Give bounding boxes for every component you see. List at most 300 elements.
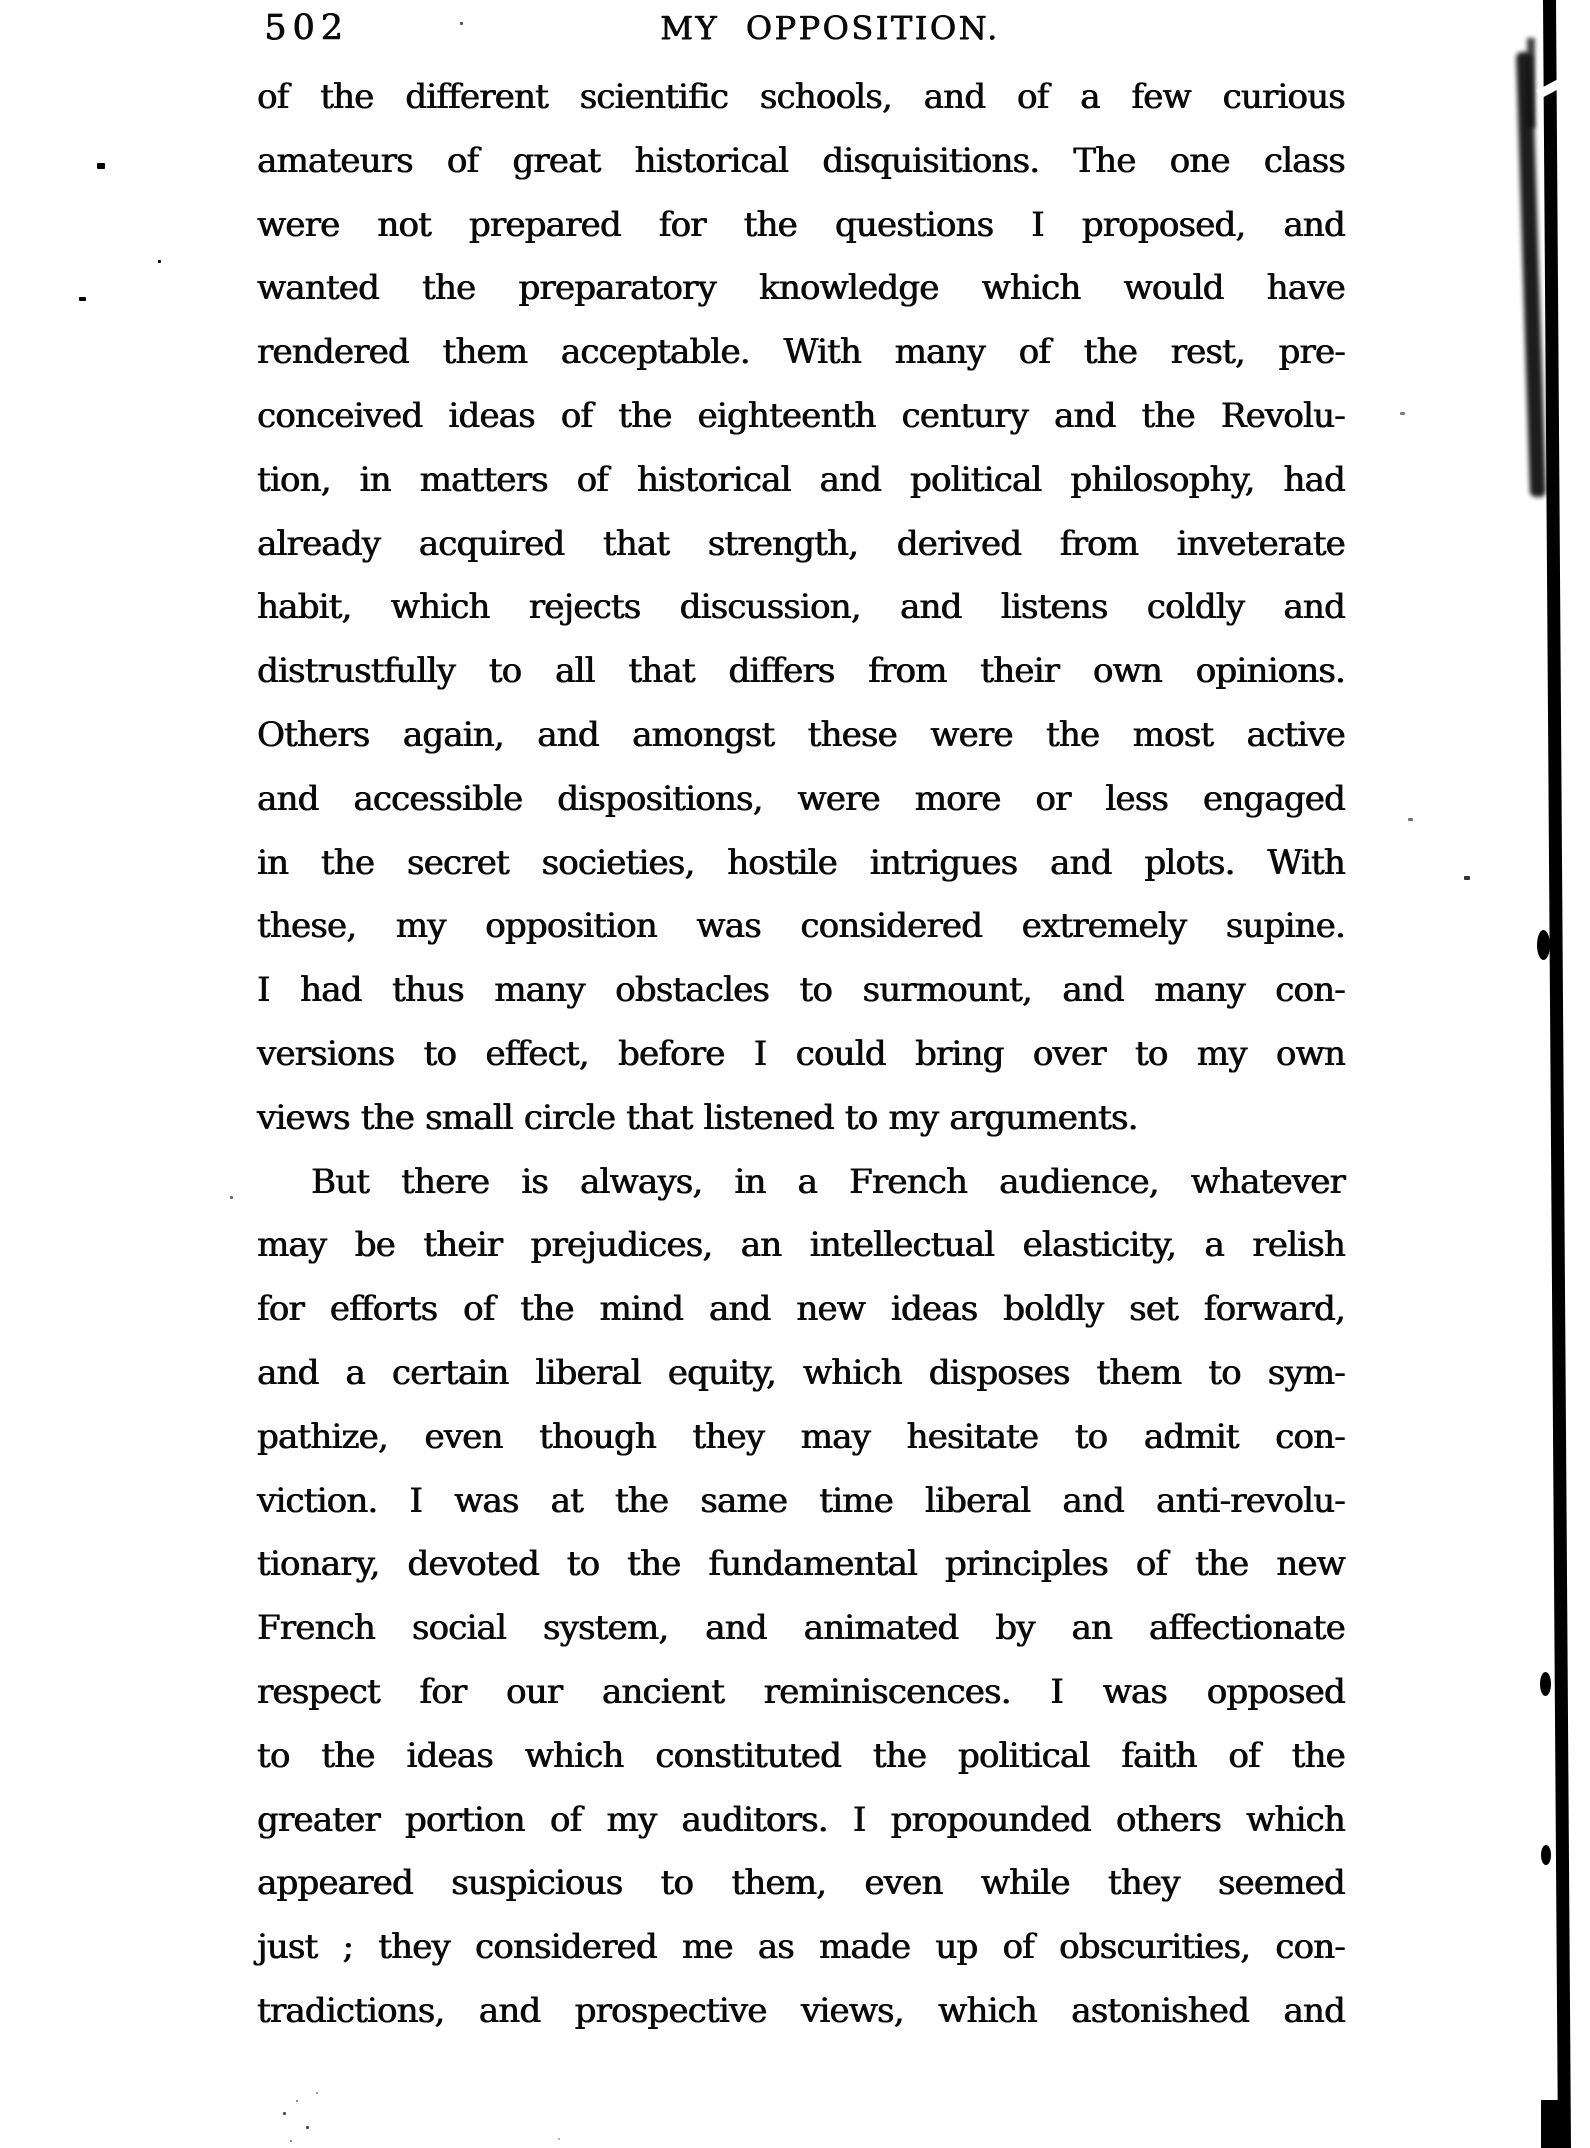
word: their	[980, 651, 1060, 692]
word: of	[549, 1799, 582, 1840]
word: of	[1016, 77, 1049, 117]
word: as	[757, 1927, 794, 1968]
binding-edge-bar-artifact	[1543, 0, 1571, 2148]
word: historical	[636, 459, 791, 500]
word: obscurities,	[1059, 1927, 1251, 1968]
word: the	[872, 1735, 927, 1776]
word: from	[868, 651, 947, 692]
page-number: 502	[264, 8, 349, 48]
word: from	[1059, 523, 1139, 564]
word: I	[852, 1799, 866, 1840]
word: of	[446, 140, 479, 181]
word: faith	[1121, 1735, 1197, 1776]
scan-ink-streak-tip	[1527, 38, 1535, 128]
word: acquired	[418, 523, 565, 564]
word: less	[1105, 778, 1169, 819]
word: me	[681, 1927, 733, 1968]
word: efforts	[329, 1289, 438, 1330]
word: listens	[1000, 587, 1108, 628]
word: already	[257, 523, 381, 564]
word: portion	[404, 1799, 525, 1840]
word: one	[1169, 140, 1230, 181]
word: which	[1246, 1799, 1345, 1840]
word: liberal	[535, 1352, 641, 1393]
word: ancient	[601, 1671, 725, 1712]
word: the	[618, 395, 672, 436]
word: devoted	[407, 1544, 539, 1585]
ink-speck	[1464, 876, 1470, 880]
text-line	[257, 576, 1345, 640]
word: them	[1096, 1352, 1182, 1393]
word: engaged	[1202, 778, 1345, 819]
word: great	[512, 140, 601, 181]
text-line	[257, 895, 1345, 959]
word: they	[1107, 1863, 1180, 1904]
word: of	[257, 77, 289, 117]
word: philosophy,	[1070, 459, 1255, 500]
binding-bar-bump	[1537, 930, 1550, 960]
word: derived	[896, 523, 1022, 564]
ink-speck	[290, 2140, 292, 2142]
word: scientific	[579, 77, 729, 117]
text-line	[257, 832, 1345, 896]
ink-speck	[306, 2126, 309, 2129]
word: auditors.	[681, 1799, 828, 1840]
binding-bar-bump	[1540, 1672, 1551, 1696]
word: even	[424, 1416, 503, 1457]
word: while	[980, 1863, 1070, 1904]
word: to	[488, 651, 522, 692]
text-line	[257, 1470, 1345, 1534]
word: were	[930, 714, 1013, 755]
word: coldly	[1146, 587, 1245, 628]
text-line	[257, 1725, 1345, 1789]
word: time	[819, 1480, 893, 1521]
word: different	[405, 77, 548, 117]
word: all	[555, 651, 595, 692]
word: prospective	[574, 1990, 767, 2031]
word: active	[1246, 714, 1345, 755]
word: affectionate	[1148, 1608, 1345, 1649]
text-block	[257, 66, 1345, 2044]
word: these,	[257, 906, 357, 947]
word: rejects	[528, 587, 641, 628]
word: and	[819, 459, 882, 500]
word: equity,	[667, 1352, 776, 1393]
word: before	[618, 1033, 725, 1074]
word: political	[909, 459, 1042, 500]
word: proposed,	[1081, 204, 1246, 245]
word: an	[740, 1225, 782, 1266]
word: viction.	[257, 1480, 378, 1521]
word: ideas	[890, 1289, 978, 1330]
word: of	[1018, 332, 1051, 373]
word: the	[360, 1097, 415, 1138]
word: con-	[1275, 970, 1345, 1011]
word: the	[743, 204, 797, 245]
ink-speck	[158, 260, 161, 263]
word: dispositions,	[557, 778, 763, 819]
word: at	[550, 1480, 583, 1521]
word: to	[799, 970, 833, 1011]
word: habit,	[257, 587, 352, 628]
word: others	[1115, 1799, 1221, 1840]
word: up	[935, 1927, 978, 1968]
word: views	[257, 1097, 350, 1138]
word: own	[1092, 651, 1162, 692]
word: for	[257, 1289, 304, 1330]
word: Others	[257, 714, 370, 755]
word: many	[494, 970, 585, 1011]
word: small	[425, 1097, 513, 1138]
word: disposes	[928, 1352, 1070, 1393]
word: could	[795, 1033, 886, 1074]
word: ideas	[406, 1735, 493, 1776]
word: my	[888, 1097, 939, 1138]
word: inveterate	[1176, 523, 1345, 564]
word: tradictions,	[257, 1990, 445, 2031]
word: societies,	[541, 842, 695, 883]
word: over	[1032, 1033, 1106, 1074]
word: made	[819, 1927, 911, 1968]
ink-speck	[316, 2092, 318, 2094]
word: to	[1208, 1352, 1241, 1393]
word: have	[1266, 268, 1345, 309]
text-line	[257, 1342, 1345, 1406]
running-title: MY OPPOSITION.	[660, 9, 1000, 47]
word: or	[1035, 778, 1071, 819]
word: had	[300, 970, 362, 1011]
word: a	[797, 1161, 818, 1202]
word: most	[1132, 714, 1214, 755]
word: new	[796, 1289, 866, 1330]
word: questions	[834, 204, 994, 245]
text-line	[257, 66, 1345, 130]
ink-speck	[283, 2112, 286, 2115]
word: animated	[803, 1608, 959, 1649]
word: to	[1134, 1033, 1168, 1074]
word: greater	[257, 1799, 380, 1840]
word: of	[560, 395, 593, 436]
word: in	[257, 842, 289, 883]
word: matters	[419, 459, 548, 500]
word: views,	[800, 1990, 904, 2031]
word: distrustfully	[257, 651, 456, 692]
word: them,	[731, 1863, 827, 1904]
word: schools,	[759, 77, 892, 117]
word: is	[521, 1161, 548, 1202]
word: and	[257, 1352, 319, 1393]
word: French	[257, 1608, 376, 1649]
word: the	[520, 1289, 574, 1330]
word: ;	[342, 1927, 354, 1968]
text-line	[257, 640, 1345, 704]
word: was	[1102, 1671, 1168, 1712]
word: there	[401, 1161, 490, 1202]
word: a	[1080, 77, 1100, 117]
word: suspicious	[451, 1863, 623, 1904]
word: the	[320, 77, 374, 117]
word: certain	[391, 1352, 509, 1393]
word: to	[257, 1735, 290, 1776]
word: But	[311, 1161, 370, 1202]
word: I	[1050, 1671, 1063, 1712]
word: and	[1283, 587, 1345, 628]
word: liberal	[924, 1480, 1031, 1521]
word: a	[345, 1352, 365, 1393]
word: would	[1123, 268, 1224, 309]
word: fundamental	[708, 1544, 918, 1585]
word: system,	[542, 1608, 669, 1649]
word: arguments.	[949, 1097, 1138, 1138]
word: to	[844, 1097, 878, 1138]
word: which	[390, 587, 490, 628]
ink-speck	[79, 297, 86, 301]
word: own	[1275, 1033, 1345, 1074]
word: With	[1267, 842, 1345, 883]
ink-speck	[558, 2138, 560, 2140]
word: knowledge	[759, 268, 939, 309]
ink-speck	[97, 163, 105, 169]
text-line	[257, 1916, 1345, 1980]
word: the	[1141, 395, 1195, 436]
word: social	[411, 1608, 507, 1649]
word: thus	[392, 970, 464, 1011]
word: and	[1062, 1480, 1124, 1521]
text-line	[257, 257, 1345, 321]
word: effect,	[485, 1033, 589, 1074]
word: had	[1283, 459, 1345, 500]
word: and	[1050, 842, 1112, 883]
word: in	[359, 459, 391, 500]
text-line	[257, 1406, 1345, 1470]
word: principles	[944, 1544, 1108, 1585]
word: strength,	[707, 523, 859, 564]
word: the	[320, 842, 375, 883]
text-line	[257, 130, 1345, 194]
word: relish	[1252, 1225, 1345, 1266]
text-line	[257, 1214, 1345, 1278]
word: boldly	[1003, 1289, 1104, 1330]
text-line	[257, 1980, 1345, 2044]
word: and	[923, 77, 986, 117]
word: prepared	[468, 204, 621, 245]
text-line	[257, 768, 1345, 832]
word: With	[783, 332, 862, 373]
word: supine.	[1225, 906, 1345, 947]
word: historical	[634, 140, 789, 181]
word: the	[1291, 1735, 1345, 1776]
word: a	[1204, 1225, 1224, 1266]
word: and	[1283, 1990, 1345, 2031]
word: by	[995, 1608, 1035, 1649]
word: class	[1263, 140, 1345, 181]
word: disquisitions.	[822, 140, 1040, 181]
word: were	[797, 778, 880, 819]
word: conceived	[257, 395, 423, 436]
word: opinions.	[1195, 651, 1345, 692]
word: an	[1071, 1608, 1113, 1649]
word: mind	[599, 1289, 684, 1330]
word: always,	[580, 1161, 703, 1202]
word: opposed	[1206, 1671, 1345, 1712]
word: propounded	[890, 1799, 1091, 1840]
word: pre-	[1278, 332, 1345, 373]
text-line	[257, 513, 1345, 577]
word: circle	[523, 1097, 616, 1138]
word: audience,	[999, 1161, 1159, 1202]
word: discussion,	[679, 587, 861, 628]
word: of	[1135, 1544, 1168, 1585]
word: constituted	[655, 1735, 842, 1776]
word: that	[626, 1097, 693, 1138]
word: they	[692, 1416, 765, 1457]
word: and	[705, 1608, 767, 1649]
word: and	[257, 778, 319, 819]
word: amongst	[632, 714, 775, 755]
text-line	[257, 449, 1345, 513]
word: astonished	[1071, 1990, 1250, 2031]
word: and	[478, 1990, 541, 2031]
word: the	[1083, 332, 1138, 373]
word: tion,	[257, 459, 331, 500]
word: few	[1131, 77, 1191, 117]
word: the	[614, 1480, 669, 1521]
word: tionary,	[257, 1544, 380, 1585]
word: acceptable.	[560, 332, 750, 373]
word: the	[422, 268, 476, 309]
word: sym-	[1267, 1352, 1345, 1393]
word: con-	[1275, 1927, 1345, 1968]
word: forward,	[1203, 1289, 1345, 1330]
word: eighteenth	[697, 395, 876, 436]
word: considered	[475, 1927, 657, 1968]
text-line	[257, 1789, 1345, 1853]
word: I	[753, 1033, 767, 1074]
word: considered	[800, 906, 983, 947]
word: for	[658, 204, 706, 245]
word: I	[409, 1480, 423, 1521]
word: to	[423, 1033, 457, 1074]
word: to	[660, 1863, 694, 1904]
text-line	[257, 1533, 1345, 1597]
word: new	[1276, 1544, 1345, 1585]
word: and	[537, 714, 599, 755]
word: Revolu-	[1220, 395, 1345, 436]
ink-speck	[230, 1196, 233, 1199]
word: I	[257, 970, 270, 1011]
word: even	[864, 1863, 943, 1904]
text-line	[257, 1597, 1345, 1661]
word: and	[1054, 395, 1116, 436]
word: their	[423, 1225, 503, 1266]
word: political	[957, 1735, 1090, 1776]
text-line	[257, 1661, 1345, 1725]
word: them	[442, 332, 528, 373]
word: intellectual	[809, 1225, 995, 1266]
word: many	[1154, 970, 1245, 1011]
word: whatever	[1190, 1161, 1345, 1202]
word: The	[1073, 140, 1136, 181]
word: of	[463, 1289, 495, 1330]
word: many	[894, 332, 986, 373]
word: accessible	[353, 778, 523, 819]
ink-speck	[296, 2100, 298, 2102]
word: elasticity,	[1022, 1225, 1177, 1266]
ink-speck	[1408, 818, 1413, 821]
binding-bar-bump	[1541, 1845, 1551, 1865]
word: seemed	[1217, 1863, 1345, 1904]
word: century	[901, 395, 1029, 436]
word: hesitate	[906, 1416, 1039, 1457]
word: the	[1195, 1544, 1249, 1585]
text-line	[257, 1023, 1345, 1087]
word: and	[1062, 970, 1124, 1011]
word: rest,	[1170, 332, 1245, 373]
word: they	[378, 1927, 450, 1968]
word: preparatory	[518, 268, 716, 309]
word: opposition	[485, 906, 657, 947]
word: the	[1046, 714, 1100, 755]
word: for	[419, 1671, 467, 1712]
ink-speck	[460, 22, 463, 25]
word: intrigues	[869, 842, 1018, 883]
word: again,	[402, 714, 504, 755]
word: extremely	[1021, 906, 1187, 947]
word: was	[696, 906, 761, 947]
word: secret	[406, 842, 509, 883]
word: I	[1031, 204, 1044, 245]
word: surmount,	[862, 970, 1032, 1011]
word: which	[524, 1735, 624, 1776]
word: of	[576, 459, 609, 500]
word: set	[1129, 1289, 1179, 1330]
word: admit	[1143, 1416, 1239, 1457]
ink-speck	[1400, 412, 1405, 415]
word: just	[257, 1927, 318, 1968]
text-line	[257, 321, 1345, 385]
word: my	[606, 1799, 657, 1840]
text-line	[257, 704, 1345, 768]
word: the	[627, 1544, 681, 1585]
word: same	[700, 1480, 788, 1521]
word: may	[257, 1225, 327, 1266]
word: in	[734, 1161, 766, 1202]
binding-bar-foot	[1541, 2100, 1561, 2148]
word: pathize,	[257, 1416, 388, 1457]
word: differs	[728, 651, 835, 692]
word: these	[807, 714, 897, 755]
text-line	[257, 194, 1345, 258]
text-line	[257, 385, 1345, 449]
word: may	[800, 1416, 871, 1457]
word: and	[708, 1289, 771, 1330]
word: reminiscences.	[763, 1671, 1011, 1712]
word: respect	[257, 1671, 380, 1712]
word: which	[981, 268, 1081, 309]
text-line	[257, 1278, 1345, 1342]
word: amateurs	[257, 140, 413, 181]
word: of	[1228, 1735, 1260, 1776]
word: listened	[703, 1097, 834, 1138]
word: versions	[257, 1033, 395, 1074]
word: that	[628, 651, 695, 692]
word: of	[1002, 1927, 1034, 1968]
word: more	[914, 778, 1001, 819]
word: though	[539, 1416, 656, 1457]
word: the	[321, 1735, 375, 1776]
word: which	[938, 1990, 1037, 2031]
